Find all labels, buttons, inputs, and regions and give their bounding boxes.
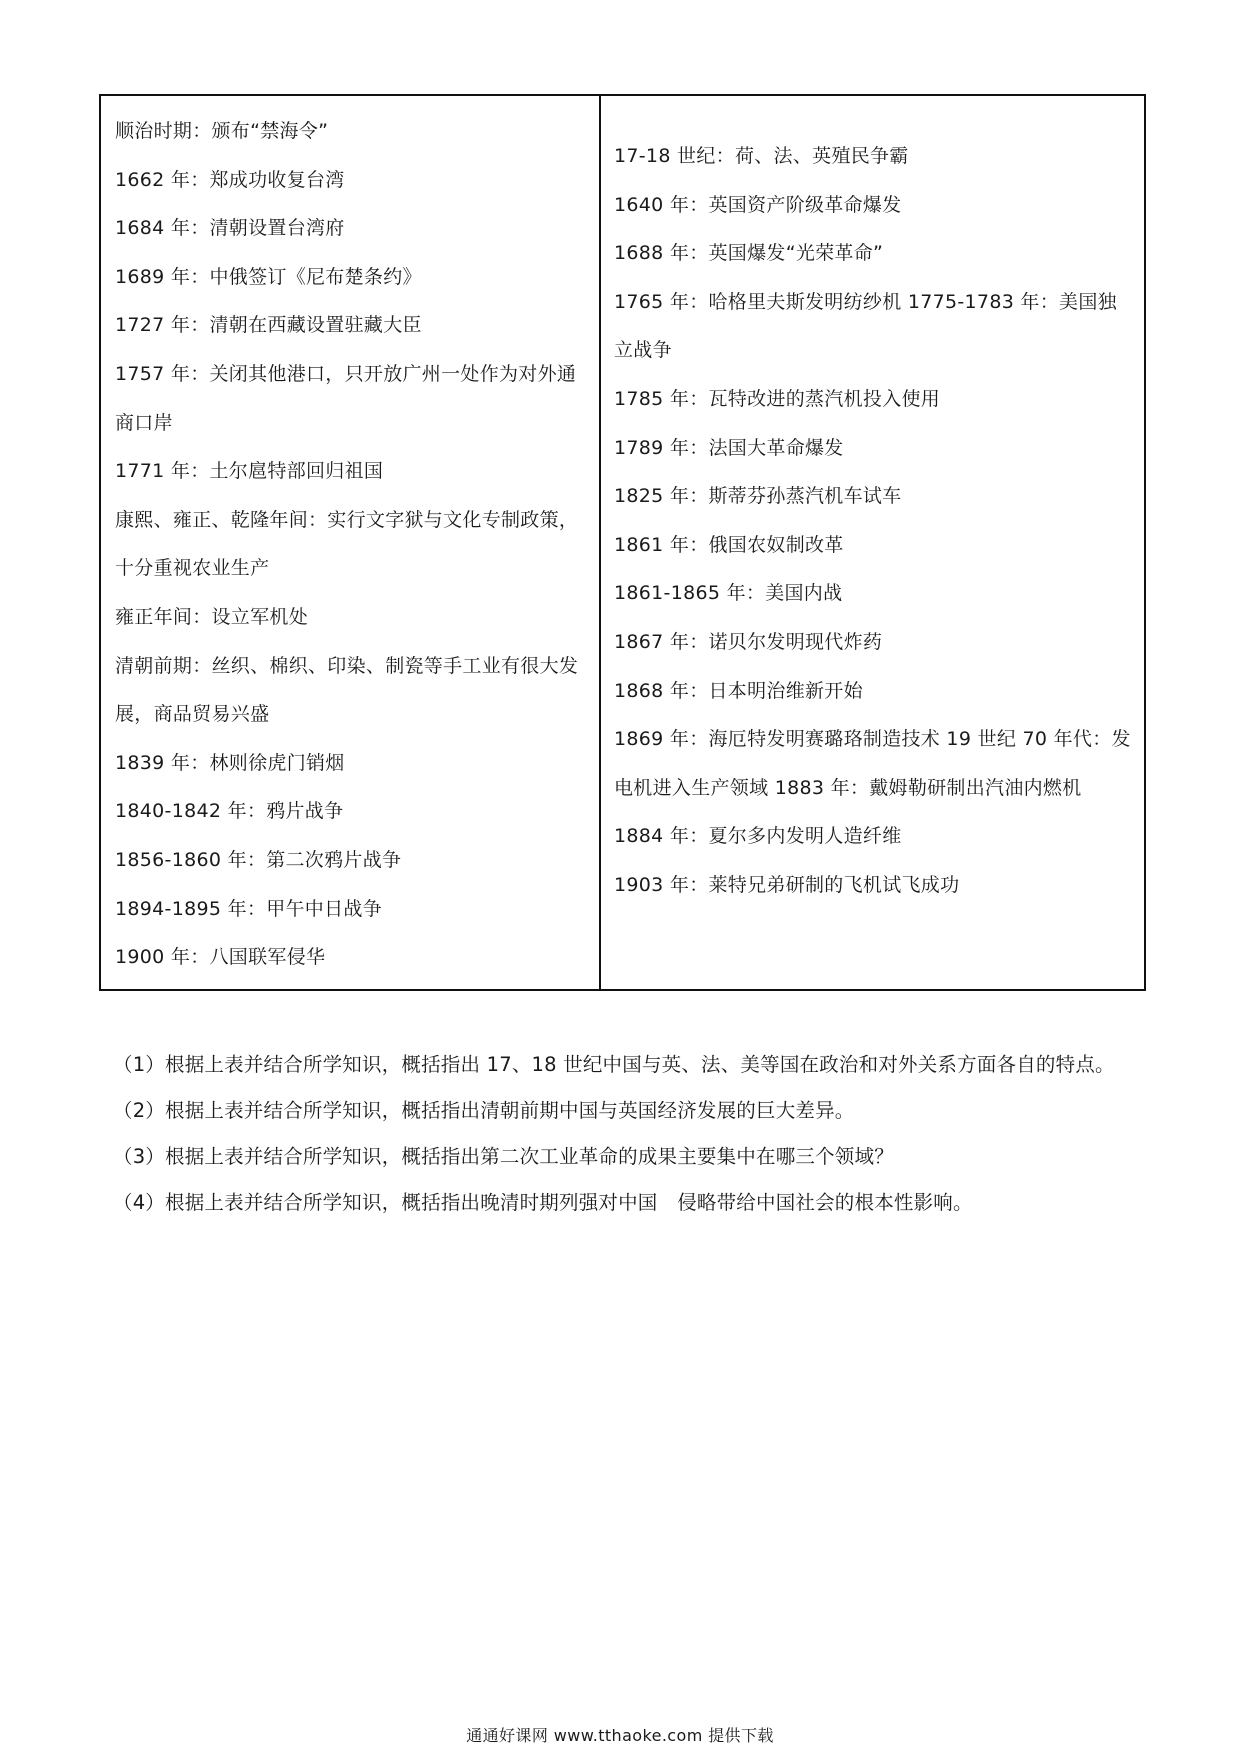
question-4: （4）根据上表并结合所学知识，概括指出晚清时期列强对中国 侵略带给中国社会的根本性影响。	[113, 1191, 973, 1214]
china-event: 1856-1860 年：第二次鸦片战争	[115, 848, 402, 871]
china-event: 1727 年：清朝在西藏设置驻藏大臣	[115, 314, 422, 337]
world-event: 1789 年：法国大革命爆发	[614, 436, 844, 459]
world-event: 1825 年：斯蒂芬孙蒸汽机车试车	[614, 485, 902, 508]
china-events-column	[101, 96, 601, 989]
china-event: 1689 年：中俄签订《尼布楚条约》	[115, 265, 422, 288]
question-list	[113, 1042, 1133, 1226]
question-2: （2）根据上表并结合所学知识，概括指出清朝前期中国与英国经济发展的巨大差异。	[113, 1099, 855, 1122]
world-event: 1765 年：哈格里夫斯发明纺纱机 1775-1783 年：美国独立战争	[614, 290, 1117, 362]
world-events-column	[601, 96, 1144, 989]
china-event: 1840-1842 年：鸦片战争	[115, 800, 344, 823]
china-event: 1894-1895 年：甲午中日战争	[115, 897, 383, 920]
china-event: 雍正年间：设立军机处	[115, 605, 309, 628]
world-event: 1861-1865 年：美国内战	[614, 582, 843, 605]
question-1: （1）根据上表并结合所学知识，概括指出 17、18 世纪中国与英、法、美等国在政治和对外关系方面各自的特点。	[113, 1053, 1115, 1076]
world-event: 17-18 世纪：荷、法、英殖民争霸	[614, 145, 909, 167]
china-event: 顺治时期：颁布“禁海令”	[115, 120, 329, 142]
world-event: 1861 年：俄国农奴制改革	[614, 533, 844, 556]
page-footer: 通通好课网 www.tthaoke.com 提供下载	[466, 1726, 774, 1745]
world-event: 1688 年：英国爆发“光荣革命”	[614, 242, 884, 265]
world-event: 1785 年：瓦特改进的蒸汽机投入使用	[614, 387, 941, 410]
china-event: 1662 年：郑成功收复台湾	[115, 168, 345, 191]
world-event: 1903 年：莱特兄弟研制的飞机试飞成功	[614, 873, 960, 896]
china-event: 1757 年：关闭其他港口，只开放广州一处作为对外通商口岸	[115, 362, 577, 434]
question-3: （3）根据上表并结合所学知识，概括指出第二次工业革命的成果主要集中在哪三个领域？	[113, 1145, 894, 1168]
china-event: 1771 年：土尔扈特部回归祖国	[115, 460, 384, 483]
china-event: 清朝前期：丝织、棉织、印染、制瓷等手工业有很大发展，商品贸易兴盛	[115, 654, 579, 726]
world-event: 1868 年：日本明治维新开始	[614, 679, 863, 702]
china-event: 1900 年：八国联军侵华	[115, 946, 326, 969]
world-event: 1884 年：夏尔多内发明人造纤维	[614, 825, 902, 848]
world-event: 1640 年：英国资产阶级革命爆发	[614, 193, 902, 216]
world-event: 1869 年：海厄特发明赛璐珞制造技术 19 世纪 70 年代：发电机进入生产领域 1883 年：戴姆勒研制出汽油内燃机	[614, 728, 1131, 799]
china-event: 1684 年：清朝设置台湾府	[115, 217, 345, 240]
china-event: 康熙、雍正、乾隆年间：实行文字狱与文化专制政策，十分重视农业生产	[115, 508, 579, 580]
world-event: 1867 年：诺贝尔发明现代炸药	[614, 630, 883, 653]
timeline-table	[99, 94, 1146, 991]
china-event: 1839 年：林则徐虎门销烟	[115, 751, 345, 774]
